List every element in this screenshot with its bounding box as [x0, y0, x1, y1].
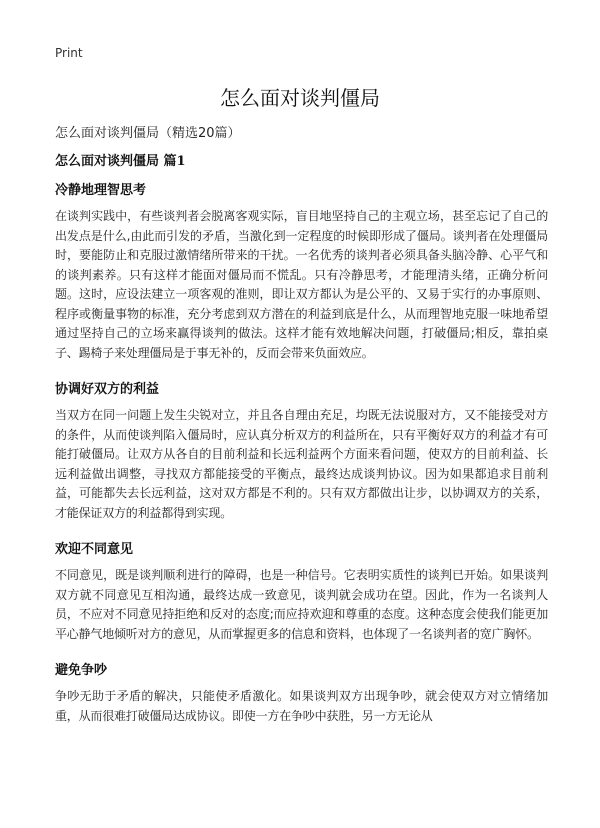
- section-heading: 协调好双方的利益: [55, 382, 160, 397]
- article-heading: 怎么面对谈判僵局 篇1: [55, 154, 186, 169]
- page-title: 怎么面对谈判僵局: [220, 86, 380, 110]
- section-calm-thinking: [55, 179, 548, 363]
- section-paragraph: 不同意见，既是谈判顺利进行的障碍，也是一种信号。它表明实质性的谈判已开始。如果谈判双方就不同意见互相沟通，最终达成一致意见，谈判就会成功在望。因此，作为一名谈判人员，不应对不同意见持拒绝和反对的态度;而应持欢迎和尊重的态度。这种态度会使我们能更加平心静气地倾听对方的意见，从而掌握更多的信息和资料，也体现了一名谈判者的宽广胸怀。: [55, 568, 548, 641]
- print-link[interactable]: Print: [55, 46, 83, 60]
- document-subtitle: 怎么面对谈判僵局（精选20篇）: [55, 126, 241, 141]
- section-welcome-different-opinions: [55, 538, 548, 644]
- section-heading: 欢迎不同意见: [55, 542, 134, 557]
- section-heading: 避免争吵: [55, 663, 108, 678]
- section-coordinate-interests: [55, 378, 548, 523]
- article-body: [55, 150, 548, 741]
- section-paragraph: 争吵无助于矛盾的解决，只能使矛盾激化。如果谈判双方出现争吵，就会使双方对立情绪加重，从而很难打破僵局达成协议。即使一方在争吵中获胜，另一方无论从: [55, 689, 548, 723]
- section-paragraph: 当双方在同一问题上发生尖锐对立，并且各自理由充足，均既无法说服对方，又不能接受对方的条件，从而使谈判陷入僵局时，应认真分析双方的利益所在，只有平衡好双方的利益才有可能打破僵局。让双方从各自的目前利益和长远利益两个方面来看问题，使双方的目前利益、长远利益做出调整，寻找双方都能接受的平衡点，最终达成谈判协议。因为如果都追求目前利益，可能都失去长远利益，这对双方都是不利的。只有双方都做出让步，以协调双方的关系，才能保证双方的利益都得到实现。: [55, 408, 548, 520]
- section-avoid-quarrels: [55, 659, 548, 726]
- section-paragraph: 在谈判实践中，有些谈判者会脱离客观实际，盲目地坚持自己的主观立场，甚至忘记了自己的出发点是什么,由此而引发的矛盾，当激化到一定程度的时候即形成了僵局。谈判者在处理僵局时，要能防止和克服过激情绪所带来的干扰。一名优秀的谈判者必须具备头脑冷静、心平气和的谈判素养。只有这样才能面对僵局而不慌乱。只有冷静思考，才能理清头绪，正确分析问题。这时，应设法建立一项客观的准则，即让双方都认为是公平的、又易于实行的办事原则、程序或衡量事物的标准，充分考虑到双方潜在的利益到底是什么，从而理智地克服一味地希望通过坚持自己的立场来赢得谈判的做法。这样才能有效地解决问题，打破僵局;相反，靠拍桌子、踢椅子来处理僵局是于事无补的，反而会带来负面效应。: [55, 209, 548, 360]
- section-heading: 冷静地理智思考: [55, 183, 147, 198]
